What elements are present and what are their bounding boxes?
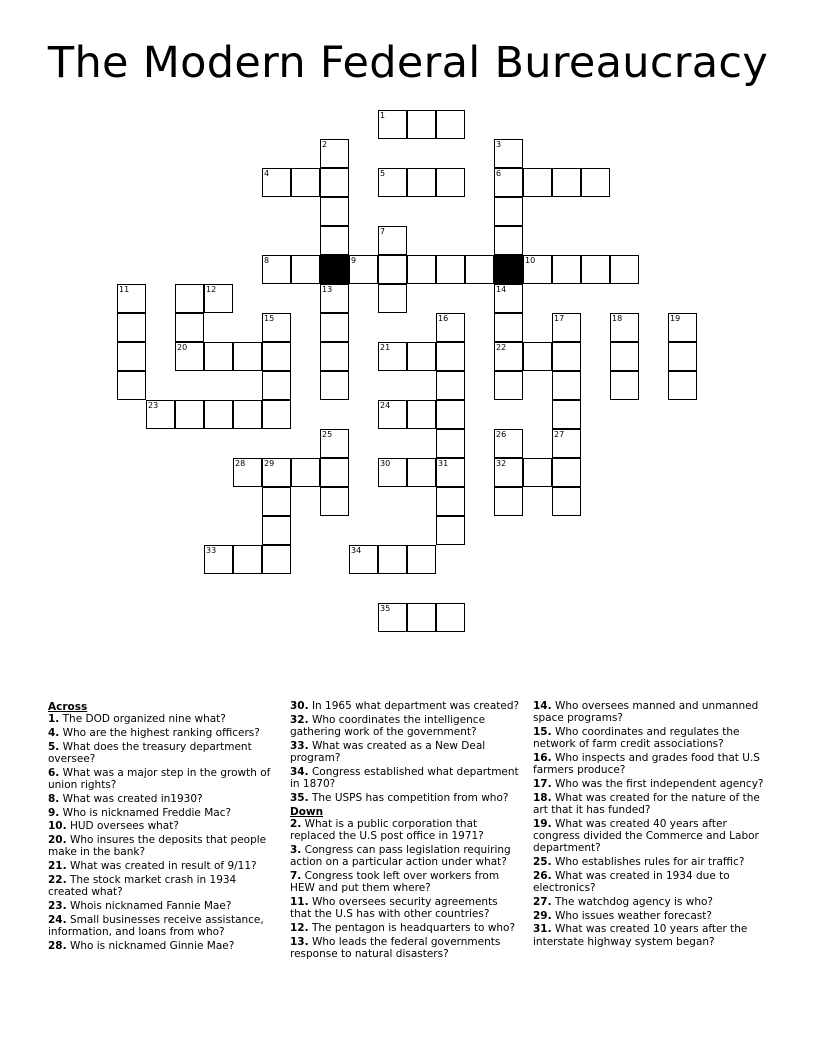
grid-cell[interactable] [204,342,233,371]
grid-cell[interactable] [610,313,639,342]
clue-text: Who coordinates and regulates the network of farm credit associations? [533,726,740,751]
grid-cell[interactable] [465,255,494,284]
grid-cell[interactable] [436,400,465,429]
cell-number: 27 [554,430,565,439]
grid-cell[interactable] [291,255,320,284]
grid-cell[interactable] [262,487,291,516]
clue-text: What was created 10 years after the interstate highway system began? [533,923,748,948]
grid-cell[interactable] [668,371,697,400]
grid-cell[interactable] [436,168,465,197]
clue-number: 16. [533,752,552,764]
grid-cell[interactable] [378,255,407,284]
clue-item [533,818,769,855]
grid-cell[interactable] [291,168,320,197]
clue-item [533,778,769,790]
grid-cell[interactable] [320,226,349,255]
grid-cell[interactable] [262,545,291,574]
clue-text: HUD oversees what? [66,820,179,833]
grid-cell[interactable] [204,284,233,313]
grid-cell[interactable] [436,342,465,371]
grid-cell[interactable] [262,458,291,487]
clue-text: What is a public corporation that replaced the U.S post office in 1971? [290,817,484,842]
clue-text: Who insures the deposits that people make in the bank? [48,834,267,859]
grid-cell[interactable] [436,429,465,458]
grid-cell[interactable] [523,255,552,284]
clue-number: 32. [290,713,309,726]
cell-number: 1 [380,111,386,120]
grid-cell[interactable] [378,545,407,574]
clues-column-2 [290,700,522,962]
clue-number: 8. [48,792,60,805]
grid-cell[interactable] [552,255,581,284]
grid-cell[interactable] [407,545,436,574]
clue-text: What was created for the nature of the art that it has funded? [533,791,760,816]
grid-cell[interactable] [610,255,639,284]
grid-cell[interactable] [436,255,465,284]
clue-item [533,910,769,922]
cell-number: 9 [351,256,357,265]
grid-cell[interactable] [494,487,523,516]
clues-column-3 [533,700,769,949]
grid-block [494,255,523,284]
grid-cell[interactable] [436,603,465,632]
cell-number: 24 [380,401,391,410]
clue-item [533,870,769,894]
grid-cell[interactable] [494,429,523,458]
grid-cell[interactable] [494,226,523,255]
clue-text: The stock market crash in 1934 created what? [48,873,237,899]
grid-cell[interactable] [407,400,436,429]
cell-number: 22 [496,343,507,352]
grid-cell[interactable] [523,342,552,371]
clue-item [533,752,769,776]
clue-text: The DOD organized nine what? [59,713,226,726]
clue-text: In 1965 what department was created? [308,700,520,712]
clue-item [48,727,276,739]
cell-number: 10 [525,256,536,265]
clue-item [290,818,522,842]
grid-cell[interactable] [320,371,349,400]
grid-cell[interactable] [494,284,523,313]
clue-item [290,740,522,764]
grid-cell[interactable] [436,110,465,139]
grid-cell[interactable] [349,545,378,574]
grid-cell[interactable] [436,371,465,400]
clue-text: The USPS has competition from who? [308,791,509,804]
grid-cell[interactable] [320,139,349,168]
grid-cell[interactable] [436,487,465,516]
clue-text: Who establishes rules for air traffic? [551,856,745,868]
grid-block [320,255,349,284]
grid-cell[interactable] [552,458,581,487]
grid-cell[interactable] [378,603,407,632]
clue-number: 31. [533,923,552,936]
clue-text: What was a major step in the growth of union rights? [48,766,271,791]
clue-text: What does the treasury department oversee? [48,740,252,765]
grid-cell[interactable] [407,110,436,139]
clue-number: 33. [290,739,309,752]
clues-column-1 [48,700,276,954]
cell-number: 12 [206,285,217,294]
grid-cell[interactable] [407,168,436,197]
grid-cell[interactable] [233,545,262,574]
cell-number: 25 [322,430,333,439]
clue-text: Who oversees security agreements that the U.S has with other countries? [290,895,498,920]
grid-cell[interactable] [494,458,523,487]
cell-number: 33 [206,546,217,555]
clue-text: What was created as a New Deal program? [290,739,486,764]
clue-item [290,844,522,868]
clue-item [48,713,276,725]
clue-text: The watchdog agency is who? [551,895,713,908]
grid-cell[interactable] [146,400,175,429]
grid-cell[interactable] [262,342,291,371]
cell-number: 13 [322,285,333,294]
grid-cell[interactable] [552,168,581,197]
clue-number: 12. [290,921,309,934]
clue-number: 29. [533,909,552,922]
grid-cell[interactable] [262,313,291,342]
grid-cell[interactable] [320,458,349,487]
clue-text: What was created 40 years after congress divided the Commerce and Labor department? [533,817,759,855]
grid-cell[interactable] [349,255,378,284]
clue-number: 23. [48,899,67,912]
grid-cell[interactable] [204,545,233,574]
clue-number: 27. [533,895,552,908]
cell-number: 28 [235,459,246,468]
grid-cell[interactable] [175,284,204,313]
clue-item [533,896,769,908]
clue-item [533,856,769,868]
grid-cell[interactable] [552,371,581,400]
clue-number: 4. [48,727,60,739]
clue-number: 5. [48,740,60,753]
cell-number: 2 [322,140,328,149]
clue-text: Congress took left over workers from HEW and put them where? [290,869,500,894]
grid-cell[interactable] [552,487,581,516]
clue-number: 2. [290,817,302,830]
clue-item [290,792,522,804]
clue-number: 19. [533,817,552,830]
clue-item [290,922,522,934]
grid-cell[interactable] [378,284,407,313]
grid-cell[interactable] [668,313,697,342]
grid-cell[interactable] [320,168,349,197]
grid-cell[interactable] [175,342,204,371]
clue-text: Who is nicknamed Freddie Mac? [59,806,232,819]
grid-cell[interactable] [407,458,436,487]
cell-number: 35 [380,604,391,613]
clue-text: Congress can pass legislation requiring action on a particular action under what? [290,843,511,868]
clue-number: 24. [48,913,67,926]
cell-number: 15 [264,314,275,323]
clue-item [290,936,522,960]
grid-cell[interactable] [320,429,349,458]
across-header: Across [48,701,88,713]
cell-number: 5 [380,169,386,178]
grid-cell[interactable] [320,342,349,371]
cell-number: 17 [554,314,565,323]
clue-number: 28. [48,939,67,952]
cell-number: 21 [380,343,391,352]
clue-item [290,714,522,738]
cell-number: 14 [496,285,507,294]
down-header: Down [290,805,324,818]
cell-number: 18 [612,314,623,323]
grid-cell[interactable] [436,516,465,545]
cell-number: 11 [119,285,130,294]
clue-text: Whois nicknamed Fannie Mae? [66,899,232,912]
clue-number: 22. [48,873,67,886]
clue-text: What was created in 1934 due to electronics? [533,869,730,894]
grid-cell[interactable] [523,168,552,197]
grid-cell[interactable] [378,342,407,371]
grid-cell[interactable] [233,342,262,371]
clue-item [48,874,276,898]
clue-item [533,792,769,816]
clue-item [48,793,276,805]
clue-item [48,767,276,791]
grid-cell[interactable] [233,458,262,487]
grid-cell[interactable] [262,516,291,545]
grid-cell[interactable] [175,313,204,342]
cell-number: 26 [496,430,507,439]
grid-cell[interactable] [378,168,407,197]
clue-number: 34. [290,765,309,778]
grid-cell[interactable] [494,139,523,168]
clue-number: 20. [48,834,67,847]
clue-item [533,726,769,750]
grid-cell[interactable] [291,458,320,487]
grid-cell[interactable] [378,458,407,487]
grid-cell[interactable] [552,400,581,429]
clue-text: Who are the highest ranking officers? [59,727,260,739]
grid-cell[interactable] [668,342,697,371]
grid-cell[interactable] [233,400,262,429]
grid-cell[interactable] [262,400,291,429]
cell-number: 29 [264,459,275,468]
clue-item [48,860,276,872]
grid-cell[interactable] [262,168,291,197]
clue-text: Who issues weather forecast? [551,909,712,922]
grid-cell[interactable] [320,487,349,516]
clue-text: Who inspects and grades food that U.S farmers produce? [533,752,760,777]
grid-cell[interactable] [175,400,204,429]
grid-cell[interactable] [320,284,349,313]
clue-item [48,807,276,819]
grid-cell[interactable] [378,226,407,255]
grid-cell[interactable] [581,255,610,284]
cell-number: 23 [148,401,159,410]
clue-number: 21. [48,860,67,873]
clue-text: Who oversees manned and unmanned space programs? [533,700,759,725]
grid-cell[interactable] [117,342,146,371]
clue-number: 14. [533,700,552,712]
clue-item [48,741,276,765]
clue-item [290,870,522,894]
clue-text: Who was the first independent agency? [551,778,764,790]
grid-cell[interactable] [117,284,146,313]
clue-item [290,896,522,920]
grid-cell[interactable] [552,342,581,371]
clue-text: Who leads the federal governments response to natural disasters? [290,935,501,960]
clue-text: Who is nicknamed Ginnie Mae? [66,939,235,952]
cell-number: 4 [264,169,270,178]
clue-item [48,900,276,912]
clue-number: 18. [533,791,552,804]
clue-text: What was created in result of 9/11? [66,860,257,873]
clue-item [533,700,769,724]
cell-number: 31 [438,459,449,468]
cell-number: 30 [380,459,391,468]
grid-cell[interactable] [262,255,291,284]
clue-item [290,766,522,790]
grid-cell[interactable] [407,255,436,284]
clue-number: 1. [48,713,60,726]
clue-number: 30. [290,700,309,712]
grid-cell[interactable] [117,313,146,342]
clue-number: 6. [48,766,60,779]
cell-number: 34 [351,546,362,555]
grid-cell[interactable] [378,110,407,139]
cell-number: 16 [438,314,449,323]
clue-number: 26. [533,869,552,882]
clue-item [48,940,276,952]
grid-cell[interactable] [436,313,465,342]
grid-cell[interactable] [494,168,523,197]
grid-cell[interactable] [581,168,610,197]
clue-item [48,914,276,938]
cell-number: 20 [177,343,188,352]
clue-number: 3. [290,843,302,856]
clue-number: 9. [48,806,60,819]
grid-cell[interactable] [320,197,349,226]
grid-cell[interactable] [407,342,436,371]
grid-cell[interactable] [117,371,146,400]
clue-text: What was created in1930? [59,792,203,805]
clue-item [533,923,769,947]
clue-number: 17. [533,778,552,790]
clue-number: 13. [290,935,309,948]
grid-cell[interactable] [320,313,349,342]
clue-number: 25. [533,856,552,868]
clue-item [48,834,276,858]
cell-number: 7 [380,227,386,236]
clue-number: 15. [533,726,552,738]
cell-number: 19 [670,314,681,323]
cell-number: 3 [496,140,502,149]
grid-cell[interactable] [523,458,552,487]
page-title: The Modern Federal Bureaucracy [47,38,769,88]
grid-cell[interactable] [494,371,523,400]
clue-item [290,700,522,712]
clue-text: Small businesses receive assistance, information, and loans from who? [48,913,264,938]
grid-cell[interactable] [610,342,639,371]
clue-number: 10. [48,820,67,833]
grid-cell[interactable] [552,429,581,458]
grid-cell[interactable] [610,371,639,400]
clue-item [48,820,276,832]
clue-text: Who coordinates the intelligence gathering work of the government? [290,713,486,738]
cell-number: 6 [496,169,502,178]
grid-cell[interactable] [204,400,233,429]
cell-number: 32 [496,459,507,468]
grid-cell[interactable] [262,371,291,400]
clue-text: The pentagon is headquarters to who? [308,921,516,934]
grid-cell[interactable] [494,197,523,226]
cell-number: 8 [264,256,270,265]
clue-text: Congress established what department in 1870? [290,765,519,790]
grid-cell[interactable] [436,458,465,487]
grid-cell[interactable] [378,400,407,429]
grid-cell[interactable] [494,313,523,342]
clue-number: 35. [290,791,309,804]
grid-cell[interactable] [407,603,436,632]
clue-number: 11. [290,895,309,908]
grid-cell[interactable] [494,342,523,371]
clue-number: 7. [290,869,302,882]
grid-cell[interactable] [552,313,581,342]
